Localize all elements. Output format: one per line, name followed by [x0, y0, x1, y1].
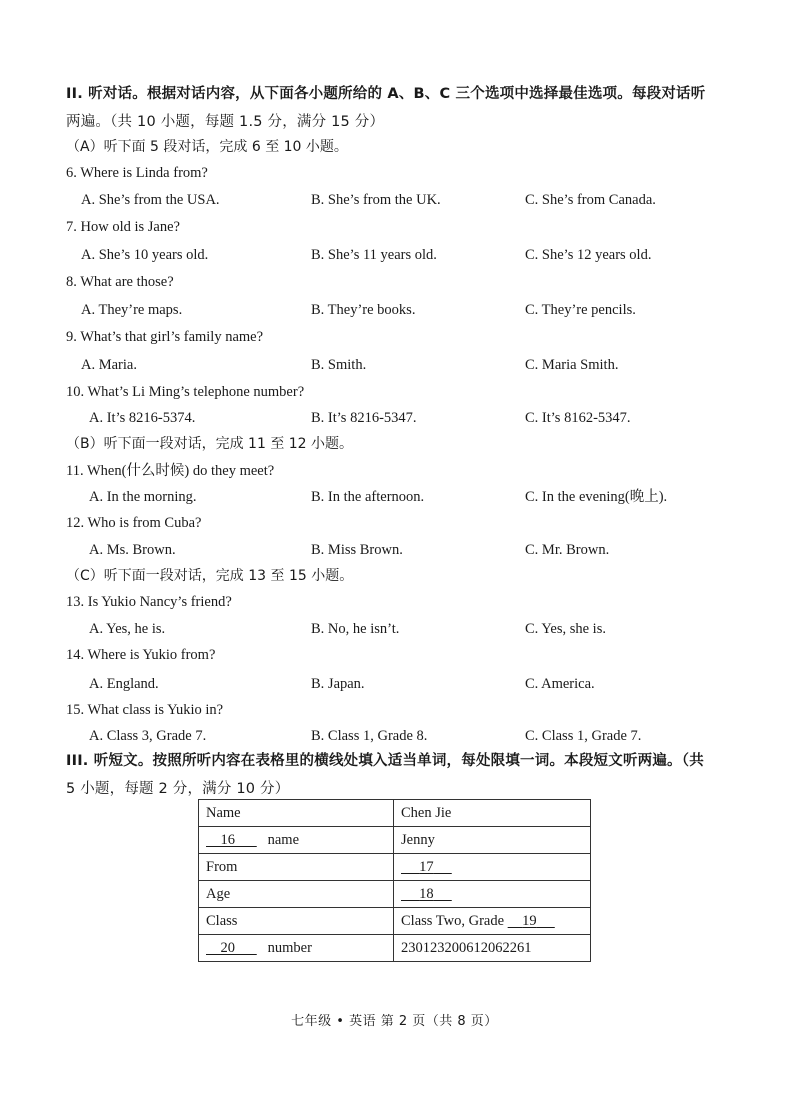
- page-footer: 七年级 • 英语 第 2 页（共 8 页）: [291, 1014, 498, 1029]
- table-row: [199, 854, 591, 881]
- q9-option-b: B. Smith.: [311, 357, 367, 373]
- q8-option-b: B. They’re books.: [311, 302, 416, 318]
- question-12: 12. Who is from Cuba?: [66, 515, 202, 531]
- q14-option-b: B. Japan.: [311, 676, 365, 692]
- question-10: 10. What’s Li Ming’s telephone number?: [66, 384, 305, 400]
- question-8: 8. What are those?: [66, 274, 174, 290]
- q14-option-c: C. America.: [525, 676, 595, 692]
- table-row: [199, 935, 591, 962]
- q7-option-c: C. She’s 12 years old.: [525, 247, 652, 263]
- blank-16[interactable]: [206, 832, 257, 849]
- question-9: 9. What’s that girl’s family name?: [66, 329, 264, 345]
- q6-option-a: A. She’s from the USA.: [81, 192, 220, 208]
- blank-number: 17: [419, 858, 434, 875]
- table-cell-label: Age: [199, 881, 394, 908]
- table-cell-label-text: name: [267, 831, 300, 848]
- question-7: 7. How old is Jane?: [66, 219, 180, 235]
- q11-option-a: A. In the morning.: [89, 489, 197, 505]
- blank-number: 18: [419, 885, 434, 902]
- part-c-instruction: （C）听下面一段对话，完成 13 至 15 小题。: [66, 568, 354, 584]
- q7-option-b: B. She’s 11 years old.: [311, 247, 437, 263]
- blank-20[interactable]: [206, 940, 257, 957]
- blank-number: 16: [220, 831, 235, 848]
- blank-17[interactable]: [401, 859, 452, 876]
- table-cell-value: Jenny: [394, 827, 591, 854]
- section-3-title: III. 听短文。按照所听内容在表格里的横线处填入适当单词，每处限填一词。本段短文听两遍。（共: [66, 753, 704, 769]
- q11-option-b: B. In the afternoon.: [311, 489, 425, 505]
- table-row: [199, 800, 591, 827]
- part-a-instruction: （A）听下面 5 段对话，完成 6 至 10 小题。: [66, 139, 348, 155]
- table-cell-value: [394, 908, 591, 935]
- table-cell-label: From: [199, 854, 394, 881]
- table-cell-label: [199, 935, 394, 962]
- q10-option-c: C. It’s 8162-5347.: [525, 410, 631, 426]
- table-row: [199, 827, 591, 854]
- section-3-title-cont: 5 小题，每题 2 分，满分 10 分）: [66, 781, 290, 797]
- question-14: 14. Where is Yukio from?: [66, 647, 216, 663]
- q8-option-a: A. They’re maps.: [81, 302, 183, 318]
- q11-option-c: C. In the evening(晚上).: [525, 489, 668, 505]
- q13-option-a: A. Yes, he is.: [89, 621, 166, 637]
- q12-option-a: A. Ms. Brown.: [89, 542, 176, 558]
- table-cell-value: [394, 881, 591, 908]
- q14-option-a: A. England.: [89, 676, 159, 692]
- question-13: 13. Is Yukio Nancy’s friend?: [66, 594, 232, 610]
- table-row: [199, 881, 591, 908]
- table-cell-value: [394, 854, 591, 881]
- table-row: [199, 908, 591, 935]
- table-cell-label: Class: [199, 908, 394, 935]
- q6-option-b: B. She’s from the UK.: [311, 192, 441, 208]
- q15-option-b: B. Class 1, Grade 8.: [311, 728, 428, 744]
- question-11: 11. When(什么时候) do they meet?: [66, 463, 275, 479]
- section-2-heading: [66, 80, 728, 136]
- blank-19[interactable]: [508, 913, 555, 930]
- q6-option-c: C. She’s from Canada.: [525, 192, 656, 208]
- q12-option-b: B. Miss Brown.: [311, 542, 403, 558]
- q13-option-b: B. No, he isn’t.: [311, 621, 400, 637]
- question-6: 6. Where is Linda from?: [66, 165, 208, 181]
- q7-option-a: A. She’s 10 years old.: [81, 247, 209, 263]
- table-cell-label-text: number: [267, 939, 312, 956]
- table-cell-value: Chen Jie: [394, 800, 591, 827]
- q12-option-c: C. Mr. Brown.: [525, 542, 610, 558]
- blank-number: 20: [220, 939, 235, 956]
- table-cell-value-text: Class Two, Grade: [401, 912, 505, 929]
- table-cell-label: Name: [199, 800, 394, 827]
- blank-number: 19: [522, 912, 537, 929]
- section-3-heading: [66, 747, 728, 803]
- q9-option-a: A. Maria.: [81, 357, 137, 373]
- q13-option-c: C. Yes, she is.: [525, 621, 606, 637]
- q15-option-c: C. Class 1, Grade 7.: [525, 728, 642, 744]
- question-15: 15. What class is Yukio in?: [66, 702, 224, 718]
- blank-18[interactable]: [401, 886, 452, 903]
- table-cell-value: 230123200612062261: [394, 935, 591, 962]
- q9-option-c: C. Maria Smith.: [525, 357, 619, 373]
- part-b-instruction: （B）听下面一段对话，完成 11 至 12 小题。: [66, 436, 354, 452]
- section-2-title-cont: 两遍。（共 10 小题，每题 1.5 分，满分 15 分）: [66, 114, 385, 130]
- q10-option-a: A. It’s 8216-5374.: [89, 410, 196, 426]
- section-2-title: II. 听对话。根据对话内容，从下面各小题所给的 A、B、C 三个选项中选择最佳选项。每段对话听: [66, 86, 706, 102]
- table-cell-label: [199, 827, 394, 854]
- info-table: [198, 799, 591, 962]
- q15-option-a: A. Class 3, Grade 7.: [89, 728, 207, 744]
- q10-option-b: B. It’s 8216-5347.: [311, 410, 417, 426]
- q8-option-c: C. They’re pencils.: [525, 302, 636, 318]
